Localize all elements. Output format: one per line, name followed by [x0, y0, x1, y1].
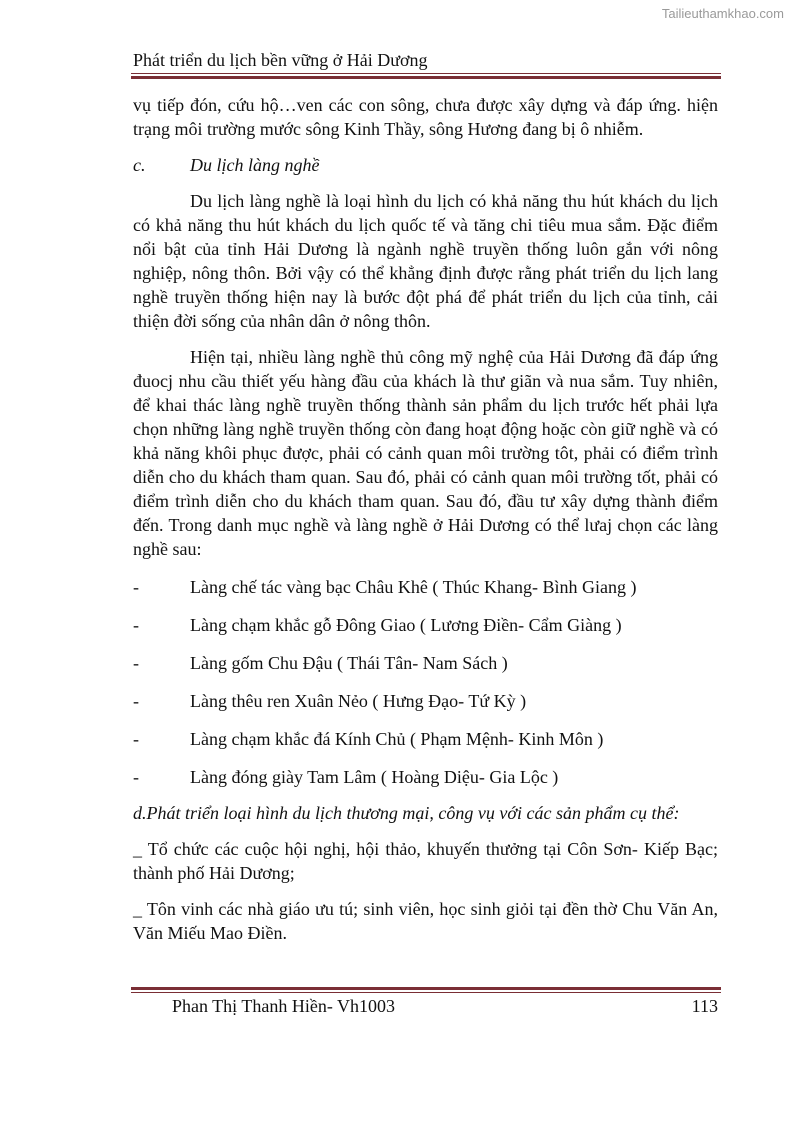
list-item — [133, 613, 718, 637]
intro-paragraph: vụ tiếp đón, cứu hộ…ven các con sông, chưa được xây dựng và đáp ứng. hiện trạng môi trường mước sông Kinh Thầy, sông Hương đang bị ô nhiễm. — [133, 95, 718, 139]
list-dash: - — [133, 767, 139, 787]
section-d-item-1: _ Tổ chức các cuộc hội nghị, hội thảo, khuyến thưởng tại Côn Sơn- Kiếp Bạc; thành phố Hải Dương; — [133, 839, 718, 883]
section-d-heading: d.Phát triển loại hình du lịch thương mại, công vụ với các sản phẩm cụ thể: — [133, 803, 680, 823]
list-item — [133, 575, 718, 599]
list-item — [133, 651, 718, 675]
list-dash: - — [133, 653, 139, 673]
page-body — [133, 93, 718, 945]
list-item — [133, 689, 718, 713]
list-item — [133, 765, 718, 789]
list-item-text: Làng đóng giày Tam Lâm ( Hoàng Diệu- Gia Lộc ) — [190, 767, 559, 787]
list-item-text: Làng chế tác vàng bạc Châu Khê ( Thúc Khang- Bình Giang ) — [190, 577, 637, 597]
section-c-title: Du lịch làng nghề — [190, 155, 320, 175]
footer-author: Phan Thị Thanh Hiền- Vh1003 — [172, 996, 395, 1016]
watermark: Tailieuthamkhao.com — [661, 6, 784, 21]
list-item-text: Làng thêu ren Xuân Nẻo ( Hưng Đạo- Tứ Kỳ ) — [190, 691, 527, 711]
list-item — [133, 727, 718, 751]
section-d-item-2: _ Tôn vinh các nhà giáo ưu tú; sinh viên, học sinh giỏi tại đền thờ Chu Văn An, Văn Miếu Mao Điền. — [133, 899, 718, 943]
section-c-letter: c. — [133, 155, 146, 175]
page-number: 113 — [691, 996, 718, 1016]
list-dash: - — [133, 691, 139, 711]
footer-rule — [131, 987, 721, 993]
header-rule — [131, 73, 721, 79]
list-item-text: Làng gốm Chu Đậu ( Thái Tân- Nam Sách ) — [190, 653, 508, 673]
paragraph-2: Hiện tại, nhiều làng nghề thủ công mỹ nghệ của Hải Dương đã đáp ứng đuocj nhu cầu thiết yếu hàng đầu của khách là thư giãn và nua sắm. Tuy nhiên, để khai thác làng nghề truyền thống thành sản phẩm du lịch trước hết phải lựa chọn những làng nghề truyền thống còn đang hoạt động hoặc còn giữ nghề và có khả năng khôi phục được, phải có cảnh quan môi trường tôt, phải có điểm trình diễn cho du khách tham quan. Sau đó, phải có cảnh quan môi trường tốt, phải có điểm trình diễn cho du khách tham quan. Sau đó, đầu tư xây dựng thành điểm đến. Trong danh mục nghề và làng nghề ở Hải Dương có thể lưaj chọn các làng nghề sau: — [133, 347, 718, 559]
list-item-text: Làng chạm khắc đá Kính Chủ ( Phạm Mệnh- Kinh Môn ) — [190, 729, 604, 749]
running-header: Phát triển du lịch bền vững ở Hải Dương — [133, 50, 428, 70]
list-item-text: Làng chạm khắc gỗ Đông Giao ( Lương Điền- Cẩm Giàng ) — [190, 615, 622, 635]
list-dash: - — [133, 577, 139, 597]
section-c-heading — [133, 153, 718, 177]
list-dash: - — [133, 729, 139, 749]
paragraph-1: Du lịch làng nghề là loại hình du lịch có khả năng thu hút khách du lịch có khả năng thu hút khách du lịch quốc tế và tăng chi tiêu mua sắm. Đặc điểm nổi bật của tỉnh Hải Dương là ngành nghề truyền thống luôn gắn với nông nghiệp, nông thôn. Bởi vậy có thể khẳng định được rằng phát triển du lịch lang nghề truyền thống hiện nay là bước đột phá để phát triển du lịch của tỉnh, cải thiện đời sống của nhân dân ở nông thôn. — [133, 191, 718, 331]
list-dash: - — [133, 615, 139, 635]
